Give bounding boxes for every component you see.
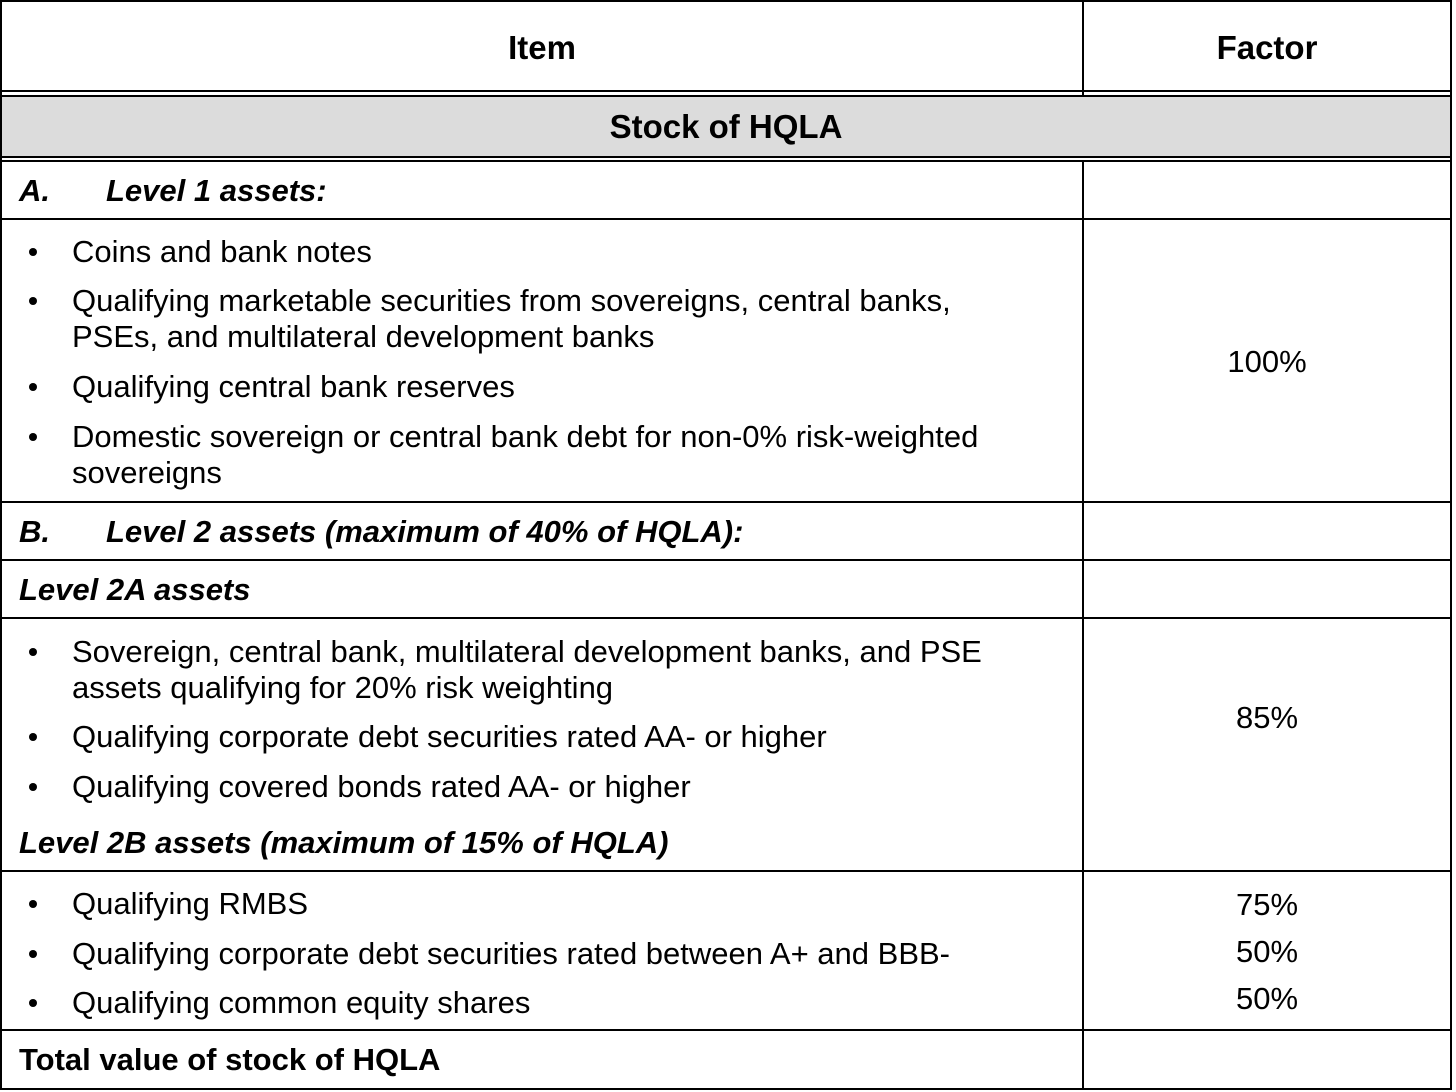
bullet-icon [29, 433, 37, 441]
row-rule-level2-heading [0, 559, 1452, 561]
header-bottom-rule-1 [0, 90, 1452, 92]
row-rule-level1-heading [0, 218, 1452, 220]
bullet-icon [29, 383, 37, 391]
list-item-text: Qualifying common equity shares [72, 985, 531, 1020]
list-item-text: Qualifying marketable securities from sovereigns, central banks, [72, 283, 951, 318]
level1-factor: 100% [1227, 344, 1307, 379]
list-item-text: Domestic sovereign or central bank debt for non-0% risk-weighted [72, 419, 979, 454]
list-item-text: Qualifying corporate debt securities rated between A+ and BBB- [72, 936, 950, 971]
level2b-heading: Level 2B assets (maximum of 15% of HQLA) [19, 825, 669, 860]
list-item-text: Qualifying corporate debt securities rated AA- or higher [72, 719, 827, 754]
level2a-heading: Level 2A assets [19, 572, 251, 607]
level1-heading: Level 1 assets: [106, 173, 327, 208]
list-item-text: PSEs, and multilateral development banks [72, 319, 655, 354]
column-header-item: Item [508, 29, 576, 66]
bullet-icon [29, 999, 37, 1007]
header-bottom-rule-2 [0, 95, 1452, 97]
bullet-icon [29, 783, 37, 791]
list-item-text: sovereigns [72, 455, 222, 490]
row-rule-level2b-items [0, 1029, 1452, 1031]
level1-letter: A. [19, 173, 50, 208]
list-item-text: Sovereign, central bank, multilateral development banks, and PSE [72, 634, 982, 669]
level2-heading: Level 2 assets (maximum of 40% of HQLA): [106, 514, 744, 549]
list-item-factor: 50% [1235, 934, 1299, 969]
list-item-factor: 75% [1235, 887, 1299, 922]
list-item-text: Qualifying central bank reserves [72, 369, 515, 404]
bullet-icon [29, 248, 37, 256]
bullet-icon [29, 900, 37, 908]
level2a-factor: 85% [1235, 700, 1299, 735]
list-item-text: Coins and bank notes [72, 234, 372, 269]
list-item-text: Qualifying covered bonds rated AA- or higher [72, 769, 691, 804]
table-right-border [1450, 0, 1452, 1090]
bullet-icon [29, 950, 37, 958]
row-rule-level2a-items [0, 870, 1452, 872]
section-title: Stock of HQLA [609, 108, 843, 145]
list-item-factor: 50% [1235, 981, 1299, 1016]
section-bottom-rule-1 [0, 156, 1452, 158]
section-bottom-rule-2 [0, 160, 1452, 162]
table-top-border [0, 0, 1452, 2]
bullet-icon [29, 297, 37, 305]
row-rule-level2a-heading [0, 617, 1452, 619]
list-item-text: assets qualifying for 20% risk weighting [72, 670, 614, 705]
column-header-factor: Factor [1216, 29, 1318, 66]
bullet-icon [29, 733, 37, 741]
list-item-text: Qualifying RMBS [72, 886, 309, 921]
table-bottom-border [0, 1088, 1452, 1090]
table-left-border [0, 0, 2, 1090]
level2-letter: B. [19, 514, 50, 549]
total-label: Total value of stock of HQLA [19, 1042, 441, 1077]
row-rule-level1-items [0, 501, 1452, 503]
bullet-icon [29, 648, 37, 656]
